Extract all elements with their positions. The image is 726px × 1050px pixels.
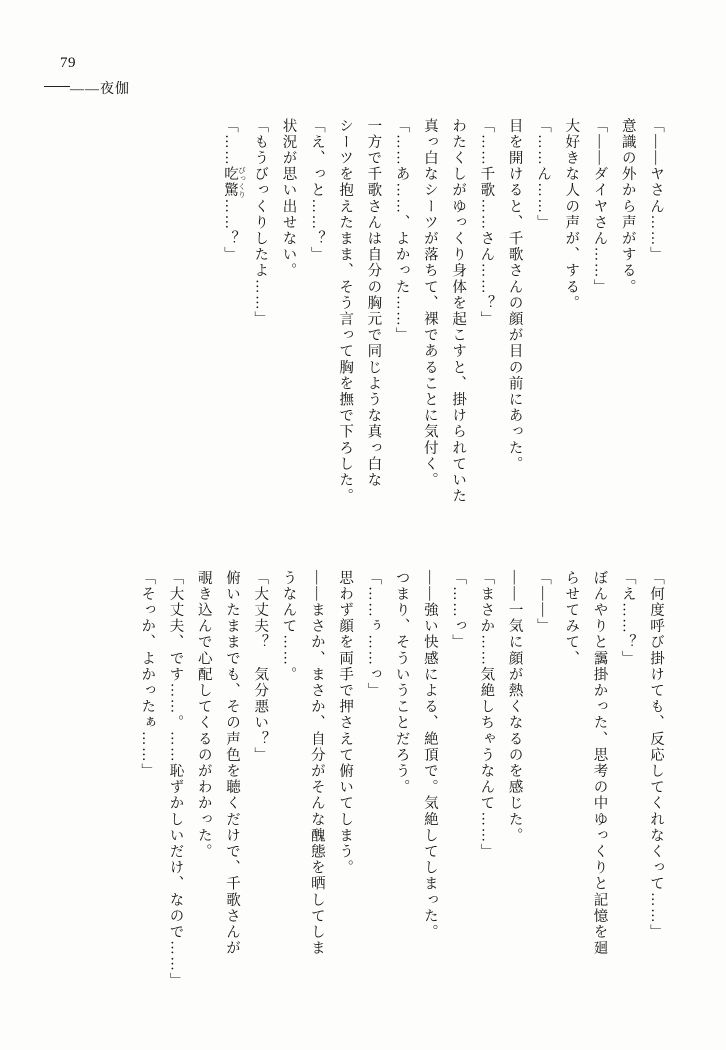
body-line: 覗き込んで心配してくるのがわかった。: [195, 570, 212, 860]
header-rule: [44, 86, 70, 87]
body-line: 「――」: [534, 570, 551, 635]
body-line: 俯いたままでも、その声色を聴くだけで、千歌さんが: [224, 570, 241, 957]
body-line: 「……あ……、よかった……」: [393, 118, 410, 344]
body-line: つまり、そういうことだろう。: [393, 570, 410, 796]
body-line: 「もうびっくりしたよ……」: [252, 118, 269, 328]
body-line: ――強い快感による、絶頂で。気絶してしまった。: [421, 570, 438, 941]
body-line: わたくしがゆっくり身体を起こすと、掛けられていた: [450, 118, 467, 505]
body-line: 大好きな人の声が、する。: [563, 118, 580, 312]
body-line: 「まさか……気絶しちゃうなんて……」: [478, 570, 495, 860]
body-line: らせてみて、: [563, 570, 580, 667]
body-line: 意識の外から声がする。: [619, 118, 636, 296]
body-line: 「そっか、よかったぁ……」: [139, 570, 156, 780]
body-text-lower: [60, 570, 670, 990]
body-line: シーツを抱えたまま、そう言って胸を撫で下ろした。: [337, 118, 354, 505]
body-line: 「……っ」: [450, 570, 467, 651]
body-line: 状況が思い出せない。: [280, 118, 297, 279]
body-line: 「何度呼び掛けても、反応してくれなくって……」: [648, 570, 664, 941]
body-line: 「……吃驚 びっくり……？」: [222, 118, 247, 263]
body-line: 「――ヤさん……」: [648, 118, 664, 263]
body-text-upper: [60, 118, 670, 538]
body-line: 「大丈夫？ 気分悪い？」: [252, 570, 269, 764]
body-line: 「……ん……」: [534, 118, 551, 231]
body-line: 「――ダイヤさん……」: [591, 118, 608, 296]
body-line: 「……ぅ……っ」: [365, 570, 382, 699]
body-line: ――まさか、まさか、自分がそんな醜態を晒してしま: [308, 570, 325, 957]
body-line: 「大丈夫、です……。……恥ずかしいだけ、なので……」: [167, 570, 184, 989]
body-line: ぼんやりと靄掛かった、思考の中ゆっくりと記憶を廻: [591, 570, 608, 957]
body-line: 思わず顔を両手で押さえて俯いてしまう。: [337, 570, 354, 876]
body-line: 真っ白なシーツが落ちて、裸であることに気付く。: [421, 118, 438, 489]
page-number: 79: [60, 55, 76, 71]
body-line: うなんて……。: [280, 570, 297, 683]
body-line: 目を開けると、千歌さんの顔が目の前にあった。: [506, 118, 523, 473]
body-line: 「え……？」: [619, 570, 636, 667]
body-line: ――一気に顔が熱くなるのを感じた。: [506, 570, 523, 844]
body-line: 「え、っと……？」: [308, 118, 325, 263]
body-line: 一方で千歌さんは自分の胸元で同じような真っ白な: [365, 118, 382, 489]
running-head: ――夜伽: [70, 82, 130, 97]
body-line: 「……千歌……さん……？」: [478, 118, 495, 328]
